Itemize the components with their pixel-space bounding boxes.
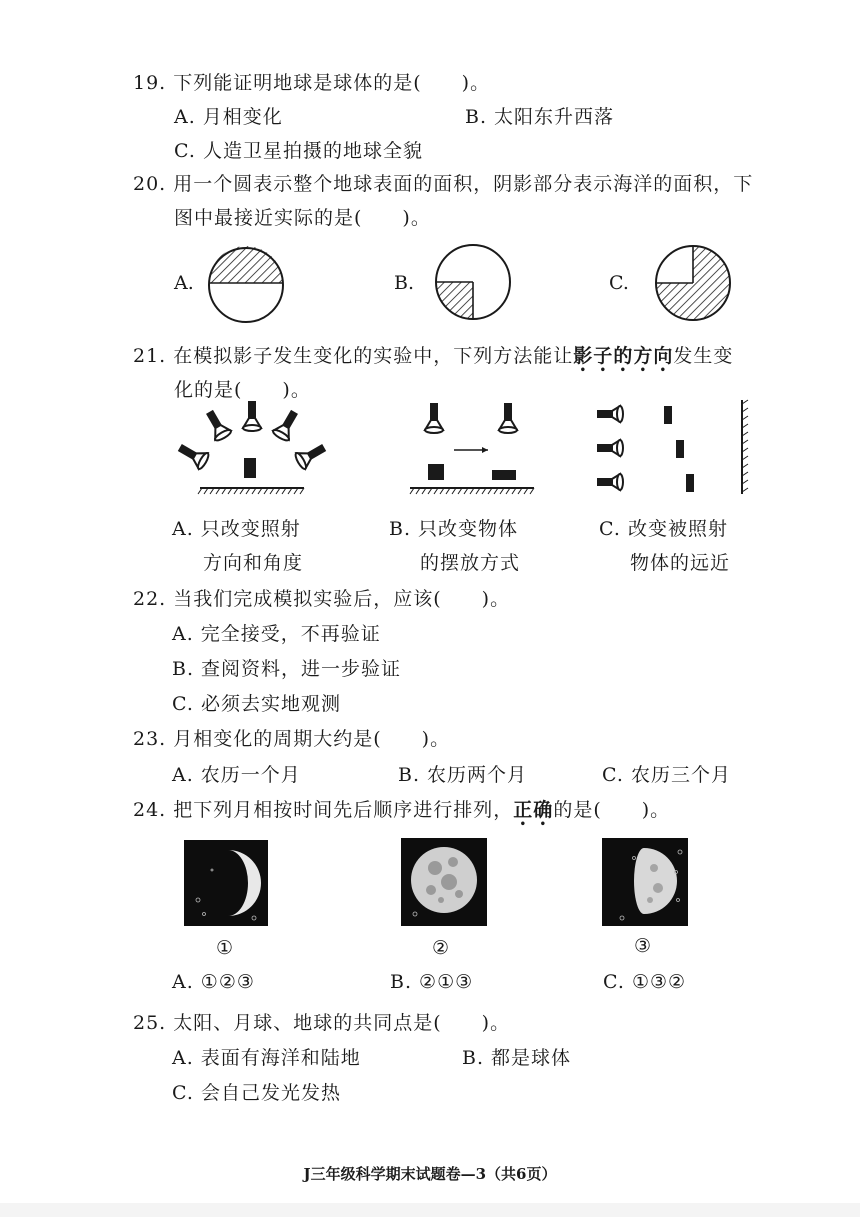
q24-stem-post: 的是( )。 bbox=[553, 799, 671, 821]
flashlight-icon bbox=[243, 402, 261, 431]
q23-option-b: B. 农历两个月 bbox=[398, 764, 528, 786]
flashlight-icon bbox=[598, 406, 623, 422]
q21-option-a-line2: 方向和角度 bbox=[203, 552, 304, 574]
moon-label-2: ② bbox=[432, 937, 450, 959]
q19-option-b: B. 太阳东升西落 bbox=[465, 106, 615, 128]
q21-stem-line2: 化的是( )。 bbox=[174, 379, 311, 401]
block-icon bbox=[428, 464, 444, 480]
q21-stem-line1 bbox=[133, 341, 733, 368]
block-icon bbox=[244, 458, 256, 478]
q21-number: 21. bbox=[133, 345, 167, 367]
q21-option-b-line2: 的摆放方式 bbox=[420, 552, 521, 574]
moon-phase-icon bbox=[184, 840, 268, 926]
q22-stem bbox=[133, 584, 510, 611]
flashlight-icon bbox=[202, 408, 232, 442]
q21-figure-b bbox=[404, 400, 544, 500]
flashlight-icon bbox=[598, 474, 623, 490]
q20-stem-line1 bbox=[133, 169, 753, 196]
q24-stem bbox=[133, 795, 670, 822]
q20-circle-c-icon bbox=[652, 242, 734, 324]
q24-option-a: A. ①②③ bbox=[172, 971, 255, 993]
moon-phase-icon bbox=[602, 838, 688, 926]
q24-stem-pre: 把下列月相按时间先后顺序进行排列， bbox=[173, 799, 514, 821]
moon-label-3: ③ bbox=[634, 935, 652, 957]
q23-stem bbox=[133, 724, 450, 751]
q25-option-a: A. 表面有海洋和陆地 bbox=[172, 1047, 361, 1069]
q19-stem bbox=[133, 68, 490, 95]
block-icon bbox=[686, 474, 694, 492]
q24-emph-char: 确 bbox=[533, 799, 554, 821]
q21-emph-char: 的 bbox=[613, 345, 634, 367]
q21-option-c-line2: 物体的远近 bbox=[630, 552, 731, 574]
q23-stem-text: 月相变化的周期大约是( )。 bbox=[173, 728, 451, 750]
q22-number: 22. bbox=[133, 588, 167, 610]
q20-stem-line2: 图中最接近实际的是( )。 bbox=[174, 207, 431, 229]
block-icon bbox=[492, 470, 516, 480]
flashlight-icon bbox=[425, 404, 443, 433]
q21-stem-post: 发生变 bbox=[673, 345, 734, 367]
q24-option-b: B. ②①③ bbox=[390, 971, 474, 993]
q21-emph-char: 子 bbox=[593, 345, 614, 367]
q21-figure-a bbox=[172, 400, 332, 500]
q20-label-b: B. bbox=[394, 272, 415, 294]
block-icon bbox=[676, 440, 684, 458]
q20-stem-text: 用一个圆表示整个地球表面的面积，阴影部分表示海洋的面积，下 bbox=[173, 173, 754, 195]
moon-label-1: ① bbox=[216, 937, 234, 959]
q20-circle-a-icon bbox=[205, 246, 287, 324]
block-icon bbox=[664, 406, 672, 424]
flashlight-icon bbox=[272, 408, 302, 442]
q20-number: 20. bbox=[133, 173, 167, 195]
scan-edge bbox=[0, 1203, 860, 1217]
q19-option-a: A. 月相变化 bbox=[174, 106, 283, 128]
q20-label-c: C. bbox=[609, 272, 629, 294]
page-footer: J三年级科学期末试题卷—3（共6页） bbox=[303, 1165, 557, 1183]
q21-emph-char: 影 bbox=[573, 345, 594, 367]
flashlight-icon bbox=[499, 404, 517, 433]
q20-circle-b-icon bbox=[433, 242, 513, 322]
q21-emph-char: 向 bbox=[653, 345, 674, 367]
q23-option-a: A. 农历一个月 bbox=[172, 764, 301, 786]
q22-option-b: B. 查阅资料，进一步验证 bbox=[172, 658, 402, 680]
q21-emph-char: 方 bbox=[633, 345, 654, 367]
q23-number: 23. bbox=[133, 728, 167, 750]
q25-number: 25. bbox=[133, 1012, 167, 1034]
flashlight-icon bbox=[598, 440, 623, 456]
q21-figure-c bbox=[596, 398, 756, 498]
q24-number: 24. bbox=[133, 799, 167, 821]
q24-option-c: C. ①③② bbox=[603, 971, 687, 993]
q22-stem-text: 当我们完成模拟实验后，应该( )。 bbox=[173, 588, 511, 610]
q22-option-c: C. 必须去实地观测 bbox=[172, 693, 341, 715]
moon-phase-icon bbox=[401, 838, 487, 926]
q25-option-b: B. 都是球体 bbox=[462, 1047, 572, 1069]
q19-stem-text: 下列能证明地球是球体的是( )。 bbox=[173, 72, 491, 94]
q21-stem-pre: 在模拟影子发生变化的实验中，下列方法能让 bbox=[173, 345, 574, 367]
q21-option-b-line1: B. 只改变物体 bbox=[389, 518, 519, 540]
q21-option-a-line1: A. 只改变照射 bbox=[172, 518, 301, 540]
q25-option-c: C. 会自己发光发热 bbox=[172, 1082, 341, 1104]
q19-option-c: C. 人造卫星拍摄的地球全貌 bbox=[174, 140, 423, 162]
q21-option-c-line1: C. 改变被照射 bbox=[599, 518, 728, 540]
q24-emph-char: 正 bbox=[513, 799, 534, 821]
flashlight-icon bbox=[294, 440, 328, 470]
q22-option-a: A. 完全接受，不再验证 bbox=[172, 623, 381, 645]
q25-stem bbox=[133, 1008, 510, 1035]
q20-label-a: A. bbox=[174, 272, 194, 294]
q25-stem-text: 太阳、月球、地球的共同点是( )。 bbox=[173, 1012, 511, 1034]
q23-option-c: C. 农历三个月 bbox=[602, 764, 731, 786]
q19-number: 19. bbox=[133, 72, 167, 94]
flashlight-icon bbox=[176, 440, 210, 470]
